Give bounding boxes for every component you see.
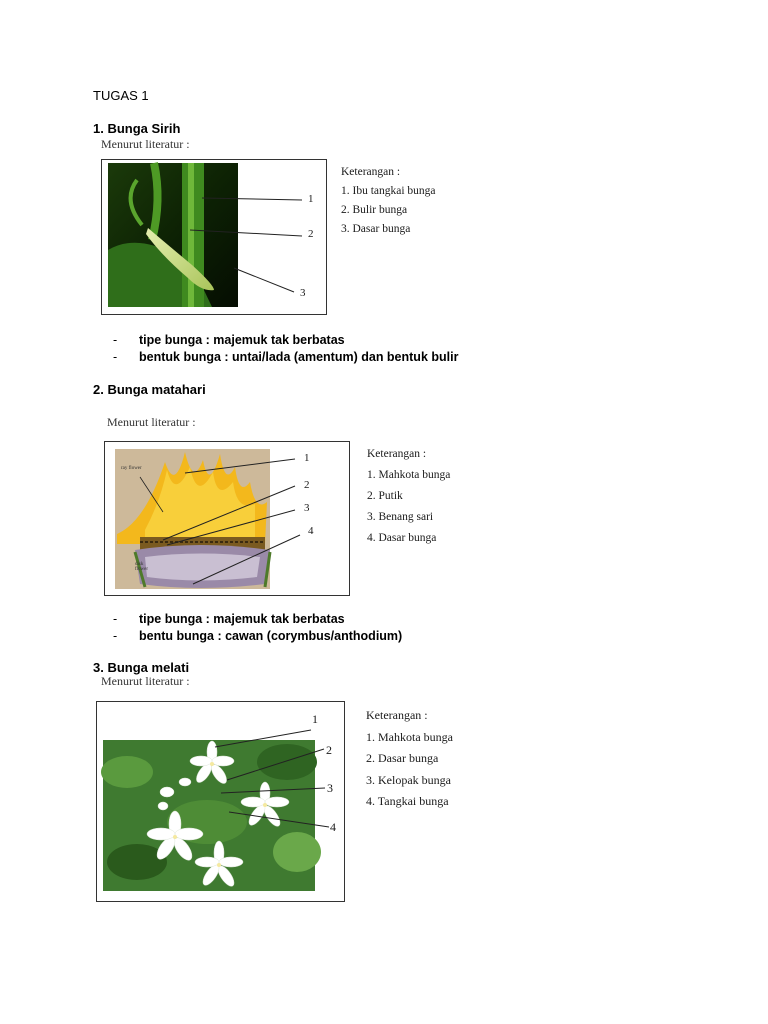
legend-item: 2. Bulir bunga (341, 204, 408, 216)
figure-melati (96, 701, 345, 902)
bullet-dash: - (113, 350, 118, 364)
callout-2: 2 (308, 228, 314, 240)
section-title-sirih: 1. Bunga Sirih (93, 121, 181, 136)
literature-label-sirih: Menurut literatur : (101, 137, 190, 151)
figure-melati-drawing (97, 702, 344, 901)
bullet-dash: - (113, 612, 118, 626)
literature-label-matahari: Menurut literatur : (107, 415, 196, 429)
legend-item: 3. Benang sari (367, 511, 434, 523)
legend-matahari (367, 444, 450, 549)
page-title: TUGAS 1 (93, 88, 149, 103)
bullet-list-matahari (113, 611, 402, 645)
figure-sirih-drawing (102, 160, 326, 314)
bullet-text: bentu bunga : cawan (corymbus/anthodium) (139, 629, 403, 643)
literature-label-melati: Menurut literatur : (101, 674, 190, 688)
bullet-text: tipe bunga : majemuk tak berbatas (139, 333, 345, 347)
callout-1: 1 (308, 193, 314, 205)
photo-label-ray: ray flower (121, 466, 142, 471)
bullet-text: tipe bunga : majemuk tak berbatas (139, 612, 345, 626)
legend-melati (366, 705, 453, 813)
legend-item: 4. Dasar bunga (367, 532, 437, 544)
callout-3: 3 (300, 287, 306, 299)
legend-item: 2. Dasar bunga (366, 751, 439, 765)
legend-heading: Keterangan : (341, 166, 401, 178)
legend-item: 1. Mahkota bunga (366, 729, 453, 744)
legend-item: 2. Putik (367, 490, 403, 502)
legend-item: 4. Tangkai bunga (366, 794, 449, 808)
callout-2: 2 (326, 743, 332, 757)
callout-3: 3 (304, 502, 310, 514)
bullet-item (113, 628, 402, 645)
legend-heading: Keterangan : (366, 708, 428, 722)
legend-heading: Keterangan : (367, 448, 427, 460)
bullet-list-sirih (113, 332, 458, 366)
callout-1: 1 (304, 452, 310, 464)
bullet-text: bentuk bunga : untai/lada (amentum) dan bentuk bulir (139, 350, 459, 364)
bullet-item (113, 611, 402, 628)
section-title-matahari: 2. Bunga matahari (93, 382, 206, 397)
bullet-item (113, 349, 458, 366)
bullet-dash: - (113, 629, 118, 643)
legend-item: 3. Kelopak bunga (366, 772, 451, 787)
legend-item: 1. Ibu tangkai bunga (341, 185, 436, 197)
callout-2: 2 (304, 479, 310, 491)
legend-item: 3. Dasar bunga (341, 223, 411, 235)
figure-matahari (104, 441, 350, 596)
section-title-melati: 3. Bunga melati (93, 660, 190, 675)
figure-sirih (101, 159, 327, 315)
callout-1: 1 (312, 712, 318, 726)
callout-4: 4 (308, 525, 314, 537)
legend-sirih (341, 163, 436, 239)
figure-matahari-drawing (105, 442, 349, 595)
photo-label-disk: disk flower (135, 562, 149, 572)
bullet-item (113, 332, 458, 349)
callout-4: 4 (330, 820, 336, 834)
bullet-dash: - (113, 333, 118, 347)
legend-item: 1. Mahkota bunga (367, 469, 451, 481)
callout-3: 3 (327, 781, 333, 795)
